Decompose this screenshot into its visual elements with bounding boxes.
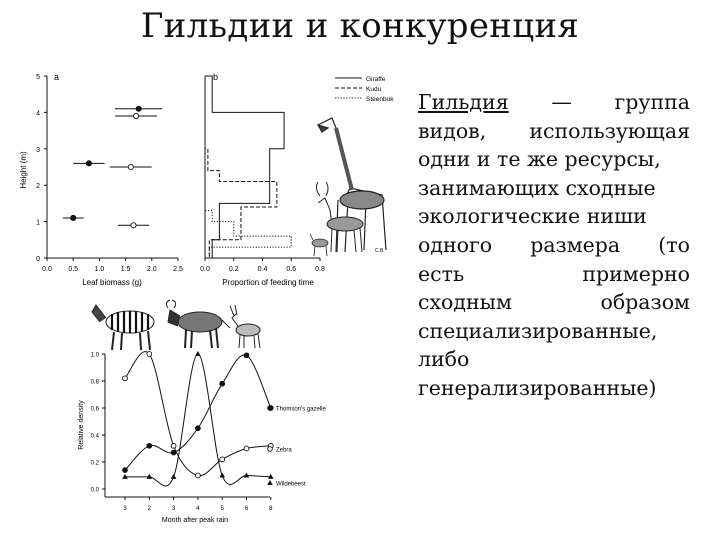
panel-c-x-tick-label: 3 bbox=[171, 506, 176, 512]
panel-c-marker bbox=[147, 352, 152, 357]
definition-line-11: генерализированные) bbox=[418, 375, 657, 400]
gazelle-silhouette-icon bbox=[230, 305, 260, 348]
panel-c-y-tick-label: 0.0 bbox=[90, 487, 99, 494]
wildebeest-silhouette-icon bbox=[166, 300, 230, 348]
panel-c-marker bbox=[123, 376, 128, 381]
panel-c-x-tick-label: 3 bbox=[123, 506, 127, 512]
panel-a-x-tick-label: 1.0 bbox=[94, 266, 105, 273]
panel-c-marker bbox=[244, 473, 250, 478]
definition-word: одного bbox=[418, 232, 493, 257]
panel-c-marker bbox=[147, 443, 152, 448]
panel-a-y-tick-label: 3 bbox=[36, 146, 40, 154]
panel-a-y-tick-label: 1 bbox=[36, 219, 40, 227]
panel-c-x-tick-label: 8 bbox=[269, 506, 273, 512]
definition-word: видов, bbox=[418, 118, 487, 143]
definition-line-5: экологические ниши bbox=[418, 204, 647, 229]
panel-c-marker bbox=[220, 457, 225, 462]
definition-word: размера bbox=[530, 232, 621, 257]
panel-c-x-tick-label: 5 bbox=[220, 506, 224, 512]
panel-c-legend-marker bbox=[268, 447, 273, 452]
panel-a-height-vs-biomass bbox=[19, 72, 183, 287]
panel-a-y-tick-label: 2 bbox=[36, 183, 40, 191]
steenbok-silhouette-icon bbox=[310, 234, 328, 256]
panel-a-x-tick-label: 0.5 bbox=[68, 266, 79, 273]
panel-a-y-tick-label: 5 bbox=[36, 74, 40, 81]
panel-a-point bbox=[131, 223, 136, 228]
panel-c-x-tick-label: 6 bbox=[244, 506, 249, 512]
panel-c-series-label: Thomson's gazelle bbox=[276, 406, 326, 413]
panel-b-x-tick-label: 0.4 bbox=[257, 266, 268, 273]
panel-a-y-tick-label: 0 bbox=[36, 256, 40, 263]
panel-c-series-label: Wildebeest bbox=[276, 481, 306, 488]
panel-a-letter: a bbox=[54, 72, 60, 82]
panel-c-x-tick-label: 4 bbox=[196, 506, 200, 512]
panel-c-marker bbox=[244, 446, 249, 451]
panel-c-marker bbox=[171, 474, 177, 479]
panel-c-y-tick-label: 0.8 bbox=[90, 379, 99, 386]
definition-word: группа bbox=[614, 90, 690, 114]
panel-b-series-giraffe bbox=[205, 76, 284, 258]
panel-c-marker bbox=[244, 353, 249, 358]
panel-c-line-1 bbox=[125, 352, 271, 476]
panel-b-x-tick-label: 0.0 bbox=[200, 266, 210, 273]
panel-a-x-tick-label: 1.5 bbox=[120, 266, 131, 273]
panel-c-y-tick-label: 0.4 bbox=[90, 433, 99, 440]
definition-line-4: занимающих сходные bbox=[418, 175, 656, 200]
panel-b-x-tick-label: 0.6 bbox=[286, 266, 297, 273]
panel-c-ylabel: Relative density bbox=[78, 400, 85, 450]
panel-b-xlabel: Proportion of feeding time bbox=[222, 278, 314, 287]
panel-a-point bbox=[86, 161, 91, 166]
panel-c-marker bbox=[195, 351, 201, 356]
panel-a-x-tick-label: 0.0 bbox=[42, 266, 52, 273]
panel-c-line-0 bbox=[125, 355, 271, 470]
definition-word: сходным bbox=[418, 290, 512, 315]
panel-b-legend-label: Giraffe bbox=[366, 76, 386, 83]
panel-a-y-tick-label: 4 bbox=[36, 110, 40, 118]
panel-b-series-steenbok bbox=[205, 211, 291, 258]
panel-a-point bbox=[136, 106, 141, 111]
panel-c-relative-density bbox=[78, 351, 327, 524]
definition-line-3: одни и те же ресурсы, bbox=[418, 147, 661, 172]
panel-c-line-2 bbox=[125, 354, 271, 486]
panel-a-point bbox=[71, 215, 76, 220]
giraffe-silhouette-icon bbox=[318, 118, 386, 252]
panel-c-y-tick-label: 0.6 bbox=[90, 406, 99, 413]
panel-b-letter: b bbox=[213, 72, 219, 82]
panel-b-legend-label: Kudu bbox=[366, 86, 382, 93]
definition-dash: — bbox=[551, 90, 572, 114]
panel-c-marker bbox=[123, 468, 128, 473]
panel-a-x-tick-label: 2.0 bbox=[146, 266, 157, 273]
panel-c-xlabel: Month after peak rain bbox=[161, 517, 229, 524]
figure-credit-text: C.B. bbox=[375, 248, 385, 254]
zebra-silhouette-icon bbox=[92, 305, 154, 350]
definition-word: примерно bbox=[582, 261, 690, 286]
panel-b-feeding-time bbox=[200, 72, 394, 287]
panel-b-x-tick-label: 0.8 bbox=[315, 266, 325, 273]
panel-c-x-tick-label: 2 bbox=[147, 506, 151, 512]
panel-c-legend-marker bbox=[267, 480, 273, 485]
panel-c-y-tick-label: 0.2 bbox=[90, 460, 99, 467]
panel-a-xlabel: Leaf biomass (g) bbox=[82, 278, 142, 287]
panel-c-marker bbox=[196, 473, 201, 478]
definition-word: есть bbox=[418, 261, 465, 286]
panel-a-point bbox=[133, 113, 138, 118]
panel-a-x-tick-label: 2.5 bbox=[173, 266, 183, 273]
definition-line-9: специализированные, bbox=[418, 318, 658, 343]
panel-c-marker bbox=[220, 381, 225, 386]
panel-c-marker bbox=[219, 473, 225, 478]
panel-c-series-label: Zebra bbox=[276, 447, 292, 454]
panel-c-marker bbox=[196, 426, 201, 431]
panel-b-x-tick-label: 0.2 bbox=[228, 266, 239, 273]
definition-word: использующая bbox=[529, 118, 690, 143]
panel-a-point bbox=[128, 164, 133, 169]
panel-a-ylabel: Height (m) bbox=[19, 151, 28, 189]
panel-b-legend-label: Steenbok bbox=[366, 96, 394, 103]
term-guild: Гильдия bbox=[418, 90, 509, 114]
definition-line-10: либо bbox=[418, 347, 470, 372]
panel-c-y-tick-label: 1.0 bbox=[90, 352, 99, 359]
definition-word: (то bbox=[658, 232, 690, 257]
definition-word: образом bbox=[600, 290, 690, 315]
panel-c-legend-marker bbox=[268, 406, 273, 411]
panel-c-marker bbox=[171, 443, 176, 448]
slide-title: Гильдии и конкуренция bbox=[140, 6, 580, 46]
